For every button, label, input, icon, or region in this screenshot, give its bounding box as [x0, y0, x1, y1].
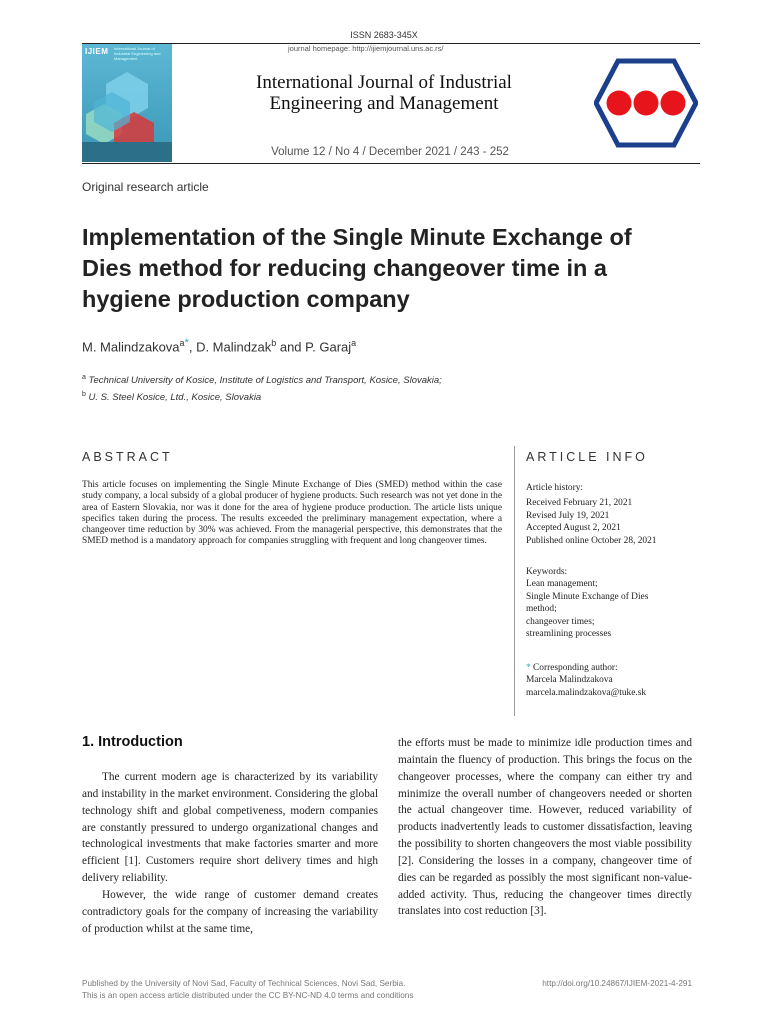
body-right-column [398, 735, 692, 920]
journal-cover-image [82, 44, 172, 162]
author-name: and P. Garaj [276, 339, 352, 355]
journal-homepage-link[interactable]: journal homepage: http://ijiemjournal.uns.ac.rs/ [288, 44, 444, 53]
header-bottom-rule [82, 163, 700, 164]
corresponding-label-row [526, 662, 706, 674]
history-revised: Revised July 19, 2021 [526, 510, 610, 521]
footer-publisher-line-1: Published by the University of Novi Sad, Faculty of Technical Sciences, Novi Sad, Serbia. [82, 979, 406, 988]
abstract-heading: ABSTRACT [82, 450, 173, 464]
author-name: M. Malindzakova [82, 339, 180, 355]
journal-title [196, 72, 572, 114]
keywords-block [526, 566, 706, 640]
footer-publisher [82, 978, 413, 1002]
corresponding-author-block [526, 662, 706, 699]
affiliation-text: U. S. Steel Kosice, Ltd., Kosice, Slovakia [88, 392, 262, 404]
article-title-line-3: hygiene production company [82, 286, 410, 312]
author-affiliation-marker: a [179, 338, 185, 348]
article-type: Original research article [82, 180, 209, 194]
corresponding-email-link[interactable]: marcela.malindzakova@tuke.sk [526, 687, 647, 698]
corresponding-star: * [526, 663, 531, 673]
abstract-text: This article focuses on implementing the Single Minute Exchange of Dies (SMED) method within the case study company, a local subsidy of a global producer of hygiene products. Such research was not yet done in the area of Eastern Slovakia, nor was it done for the area of hygiene produce production. The article lists unique specifics taken during the process. The results exceeded the preliminary management expectation, where a changeover time reduction by 30% was achieved. From the managerial perspective, this demonstrates that the SMED method is a mandatory approach for companies struggling with frequent and long changeover times. [82, 480, 502, 547]
corresponding-author-star[interactable]: * [184, 337, 189, 349]
history-received: Received February 21, 2021 [526, 498, 633, 509]
cover-bottom-strip [82, 142, 172, 162]
keyword-item: Lean management; [526, 579, 598, 590]
keyword-item: Single Minute Exchange of Dies [526, 591, 649, 602]
keywords-label: Keywords: [526, 567, 568, 577]
author-affiliation-marker: b [271, 338, 277, 348]
article-info-heading: ARTICLE INFO [526, 450, 648, 464]
affiliation-marker: b [82, 391, 86, 398]
affiliation-marker: a [82, 374, 86, 381]
doi-link[interactable]: http://doi.org/10.24867/IJIEM-2021-4-291 [542, 979, 692, 988]
cover-logo: IJIEM [85, 47, 109, 56]
author-list [82, 337, 356, 354]
article-history [526, 482, 706, 547]
article-title-line-1: Implementation of the Single Minute Exchange of [82, 224, 632, 250]
affiliation-a [82, 374, 442, 386]
history-label: Article history: [526, 483, 584, 493]
issn-label: ISSN 2683-345X [350, 30, 418, 40]
body-paragraph: However, the wide range of customer demand creates contradictory goals for the company of increasing the variability of production whilst at the same time, [82, 888, 378, 935]
keyword-item: method; [526, 604, 557, 615]
corresponding-name: Marcela Malindzakova [526, 675, 613, 686]
keyword-item: streamlining processes [526, 629, 612, 640]
article-title-line-2: Dies method for reducing changeover time in a [82, 255, 607, 281]
author-name: , D. Malindzak [188, 339, 272, 355]
three-red-circles-in-blue-hexagon-icon [594, 58, 698, 148]
section-heading-introduction: 1. Introduction [82, 734, 183, 750]
body-left-column [82, 769, 378, 937]
author-affiliation-marker: a [351, 338, 357, 348]
footer-license-line: This is an open access article distributed under the CC BY-NC-ND 4.0 terms and conditions [82, 991, 414, 1000]
history-published: Published online October 28, 2021 [526, 535, 657, 546]
affiliation-text: Technical University of Kosice, Institute of Logistics and Transport, Kosice, Slovakia; [88, 375, 442, 387]
volume-issue-pages: Volume 12 / No 4 / December 2021 / 243 - 252 [271, 146, 509, 158]
affiliation-b [82, 391, 261, 403]
keyword-item: changeover times; [526, 616, 595, 627]
article-title [82, 222, 692, 315]
body-paragraph: The current modern age is characterized by its variability and instability in the market environment. Considering the global technology shift and global competiveness, modern companies are constantly pressured to undergo organizational changes and technological investments that make factories smarter and more efficient [1]. Customers require short delivery times and high delivery reliability. [82, 771, 378, 885]
journal-title-line-2: Engineering and Management [269, 93, 499, 114]
corresponding-label: Corresponding author: [530, 663, 618, 673]
cover-title: International Journal of Industrial Engineering and Management [114, 46, 161, 61]
body-paragraph: the efforts must be made to minimize idle production times and maintain the fluency of production. This brings the focus on the changeover processes, where the company can either try and minimize the overall number of changeovers needed or shorten the actual changeover time. However, reduced variability of products inadvertently leads to customer dissatisfaction, leaving the possibility to shorten changeovers the most viable possibility [2]. Considering the losses in a company, changeover time of dies can be regarded as possibly the most significant non-value-added activity. Thus, reducing the changeover times directly translates into cost reduction [3]. [398, 737, 692, 918]
column-divider [514, 446, 515, 716]
journal-title-line-1: International Journal of Industrial [256, 72, 512, 93]
history-accepted: Accepted August 2, 2021 [526, 523, 621, 534]
